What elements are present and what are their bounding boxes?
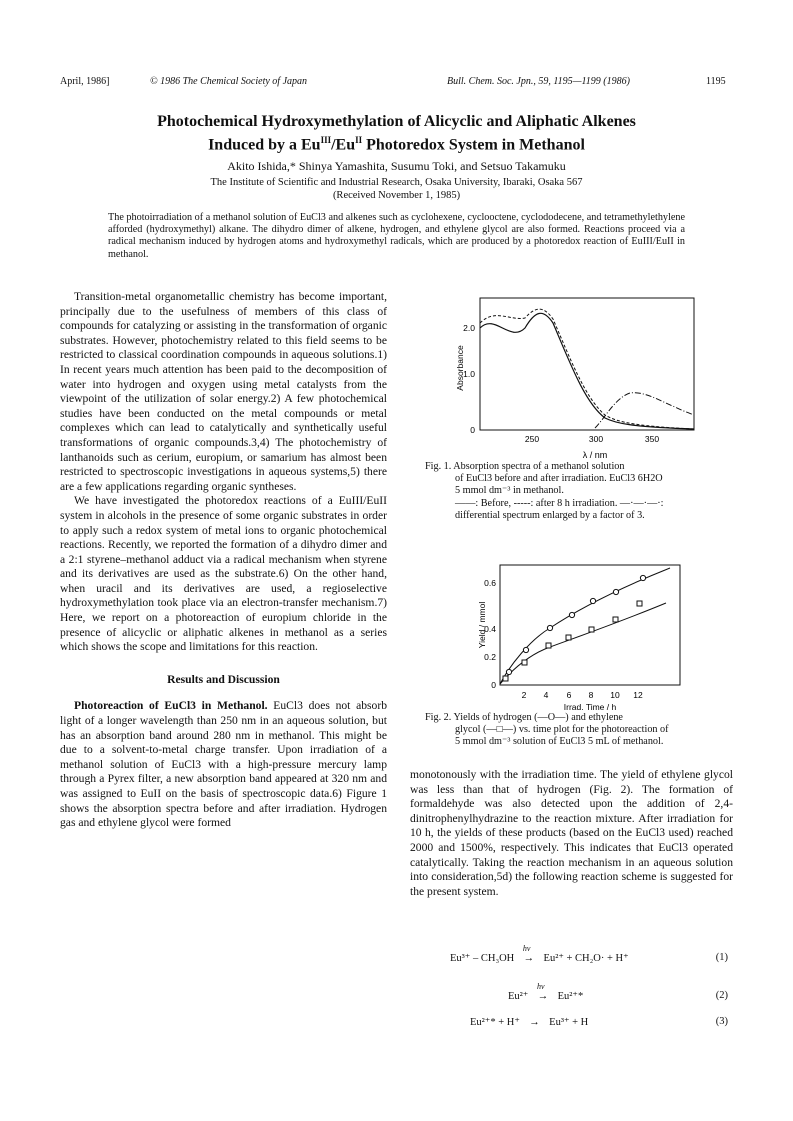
equation-1: Eu³⁺ – CH₃OH → hν Eu²⁺ + CH₂O· + H⁺ (1) xyxy=(450,944,728,964)
left-column xyxy=(60,290,387,831)
differential-curve xyxy=(595,393,694,428)
figure-1-caption: Fig. 1. Absorption spectra of a methanol solution of EuCl3 before and after irradiation. EuCl3 6H2O 5 mmol dm⁻³ in methanol. ——: Before, -----: after 8 h irradiation. —·—·—·: differential spectrum enlarged by a factor of 3. xyxy=(425,461,664,521)
svg-text:0.6: 0.6 xyxy=(484,578,496,588)
svg-text:2: 2 xyxy=(521,690,527,700)
right-paragraph: monotonously with the irradiation time. The yield of ethylene glycol was less than that of hydrogen (Fig. 2). The formation of formaldehyde was also detected upon the addition of 2,4-dinitrophenylhydrazine to the reaction mixture. After irradiation for 10 h, the yields of these products (based on the EuCl3 used) reached 2000 and 1500%, respectively. This indicates that EuCl3 operated catalytically. Taking the reaction mechanism in an aqueous solution into consideration,5d) the following reaction scheme is suggested for the present system. xyxy=(410,768,733,898)
hydrogen-curve xyxy=(500,568,670,684)
fig1-ylabel: Absorbance xyxy=(455,345,465,391)
svg-text:8: 8 xyxy=(588,690,594,700)
received-date: (Received November 1, 1985) xyxy=(332,190,461,201)
paper-title xyxy=(60,112,733,154)
fig1-xlabel: λ / nm xyxy=(582,450,608,460)
svg-text:12: 12 xyxy=(633,690,643,700)
equation-3: Eu²⁺* + H⁺ → Eu³⁺ + H (3) xyxy=(470,1016,728,1028)
after-curve xyxy=(480,309,694,429)
fig1-xtick: 300 xyxy=(588,434,604,444)
figure-2-chart xyxy=(470,560,685,715)
header-left: April, 1986] xyxy=(60,76,110,87)
equation-2: Eu²⁺ → hν Eu²⁺* (2) xyxy=(508,982,728,1002)
fig1-xtick: 250 xyxy=(524,434,540,444)
right-column xyxy=(410,768,733,899)
header-copyright: © 1986 The Chemical Society of Japan xyxy=(150,76,308,87)
svg-text:0.4: 0.4 xyxy=(484,624,496,634)
section-heading: Results and Discussion xyxy=(167,672,280,686)
fig1-ytick: 1.0 xyxy=(463,369,475,379)
figure-1-chart xyxy=(455,293,700,463)
svg-text:10: 10 xyxy=(610,690,620,700)
before-curve xyxy=(480,313,694,429)
header-journal: Bull. Chem. Soc. Jpn., 59, 1195—1199 (1986) xyxy=(447,76,630,87)
fig2-xlabel: Irrad. Time / h xyxy=(563,702,617,712)
ethylene-glycol-curve xyxy=(500,603,666,684)
svg-text:4: 4 xyxy=(543,690,549,700)
figure-2-caption: Fig. 2. Yields of hydrogen (—O—) and ethylene glycol (—□—) vs. time plot for the photoreaction of 5 mmol dm⁻³ solution of EuCl3 5 mL of methanol. xyxy=(425,712,669,748)
fig1-xtick: 350 xyxy=(644,434,660,444)
svg-text:0: 0 xyxy=(491,680,496,690)
fig1-ytick: 2.0 xyxy=(463,323,475,333)
title-line-2: Induced by a $Eu^{III}/Eu^{II}$ Photoredox System in Methanol xyxy=(208,135,585,154)
svg-text:0.2: 0.2 xyxy=(484,652,496,662)
abstract: The photoirradiation of a methanol solution of EuCl3 and alkenes such as cyclohexene, cyclooctene, cyclododecene, and tetramethylethylene afforded (hydroxymethyl) alkane. The dihydro dimer of alkene, hydrogen, and ethylene glycol are also formed. Reactions proceed via a radical mechanism induced by hydrogen atoms and hydroxymethyl radicals, which are produced by a photoredox reaction of EuIII/EuII in methanol. xyxy=(108,212,685,260)
results-paragraph: Photoreaction of EuCl3 in Methanol. EuCl3 does not absorb light of a longer wavelength than 250 nm in an aqueous solution, but has an absorption band around 280 nm in methanol. This might be due to a solvent-to-metal charge transfer. Upon irradiation of a methanol solution of EuCl3 with a high-pressure mercury lamp through a Pyrex filter, a new absorption band appeared at 320 nm and was assigned to EuII on the basis of spectroscopic data.6) Figure 1 shows the absorption spectra before and after irradiation. Hydrogen gas and ethylene glycol were formed xyxy=(60,699,387,830)
intro-paragraph-1: Transition-metal organometallic chemistry has become important, principally due to the usefulness of members of this class of compounds for catalyzing or assisting in the transformation of organic substrates. However, photochemistry related to this field seems to be restricted to classical coordination compounds in aqueous solutions.1) In recent years much attention has been paid to the decomposition of water into hydrogen and oxygen using metal catalysts from the viewpoint of the utilization of solar energy.2) A few photochemical studies have been conducted on the metal compounds or metal complexes which can lead to catalytically and synthetically useful transformations of organic compounds.3,4) The photochemistry of lanthanoids such as cerium, europium, or samarium has almost been restricted to spectroscopic investigations in aqueous systems,5) there are a few applications regarding organic syntheses. xyxy=(60,290,387,493)
fig1-ytick: 0 xyxy=(470,425,475,435)
authors: Akito Ishida,* Shinya Yamashita, Susumu Toki, and Setsuo Takamuku xyxy=(227,159,566,173)
svg-text:6: 6 xyxy=(566,690,572,700)
affiliation: The Institute of Scientific and Industrial Research, Osaka University, Ibaraki, Osaka 567 (Received November 1, 1985) xyxy=(60,176,733,202)
fig2-ylabel: Yield / mmol xyxy=(477,601,487,649)
page-number: 1195 xyxy=(706,76,726,87)
intro-paragraph-2: We have investigated the photoredox reactions of a EuIII/EuII system in alcohols in the presence of some organic substrates in order to apply such a redox system of metal ions to organic photochemical reactions. Recently, we reported the formation of a dihydro dimer and a 2:1 styrene–methanol adduct via a radical mechanism when styrene and its derivatives are used as the substrate.6) On the other hand, when uracil and its derivatives are used, a regioselective hydroxymethylation took place via an electron-transfer mechanism.7) Here, we report on a photoreaction of europium chloride in the presence of alicyclic or aliphatic alkenes in methanol as a series which shows the scope and limitations for this reaction. xyxy=(60,494,387,654)
title-line-1: Photochemical Hydroxymethylation of Alicyclic and Aliphatic Alkenes xyxy=(157,113,636,130)
